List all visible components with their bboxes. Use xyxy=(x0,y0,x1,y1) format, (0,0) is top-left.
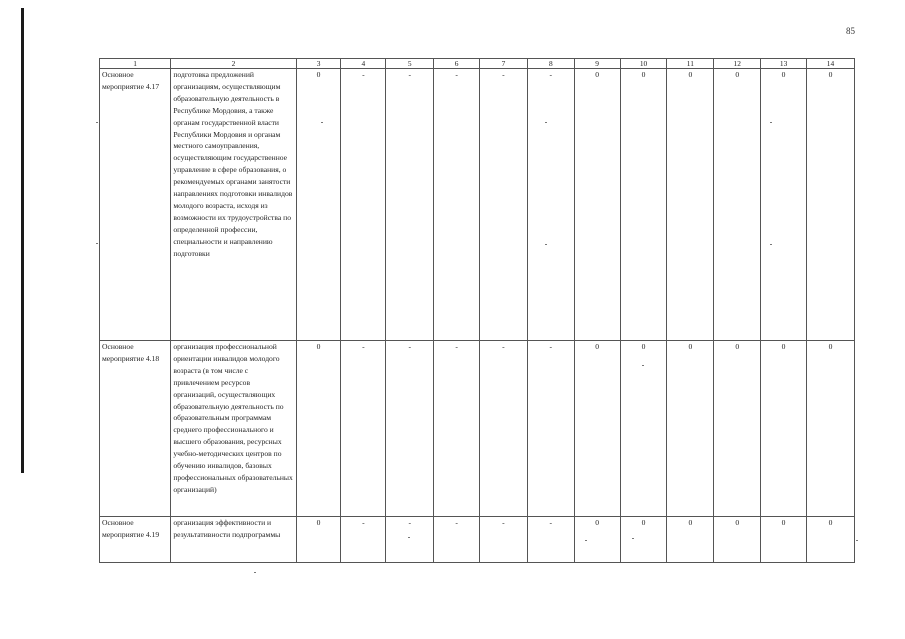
value-cell: - xyxy=(341,69,386,341)
column-header: 3 xyxy=(296,59,341,69)
value-cell: 0 xyxy=(574,69,620,341)
activity-description: организация эффективности и результативности подпрограммы xyxy=(171,517,296,563)
table-row xyxy=(100,517,855,563)
value-cell: 0 xyxy=(807,69,855,341)
value-cell: 0 xyxy=(296,69,341,341)
value-cell: - xyxy=(341,341,386,517)
value-cell: 0 xyxy=(667,69,714,341)
value-cell: 0 xyxy=(620,517,667,563)
value-cell: 0 xyxy=(807,517,855,563)
column-header: 9 xyxy=(574,59,620,69)
scan-speck xyxy=(96,243,98,244)
value-cell: - xyxy=(434,69,480,341)
table-row xyxy=(100,69,855,341)
value-cell: 0 xyxy=(574,517,620,563)
value-cell: 0 xyxy=(761,341,807,517)
value-cell: 0 xyxy=(714,69,761,341)
activities-table xyxy=(99,58,855,563)
column-header: 10 xyxy=(620,59,667,69)
activity-description: подготовка предложений организациям, осуществляющим образовательную деятельность в Республике Мордовия, а также органам государственной власти Республики Мордовия и органам местного самоуправления, осуществляющим государственное управление в сфере образования, о рекомендуемых органами занятости направлениях подготовки инвалидов молодого возраста, исходя из возможности их трудоустройства по определенной профессии, специальности и направлению подготовки xyxy=(171,69,296,341)
column-header: 12 xyxy=(714,59,761,69)
value-cell: - xyxy=(480,69,528,341)
column-header: 14 xyxy=(807,59,855,69)
value-cell: - xyxy=(527,517,574,563)
column-header: 7 xyxy=(480,59,528,69)
column-header: 6 xyxy=(434,59,480,69)
value-cell: 0 xyxy=(296,517,341,563)
activity-description: организация профессиональной ориентации инвалидов молодого возраста (в том числе с привлечением ресурсов организаций, осуществляющих образовательную деятельность по образовательным программам среднего профессионального и высшего образования, ресурсных учебно-методических центров по обучению инвалидов, базовых профессиональных образовательных организаций) xyxy=(171,341,296,517)
column-header: 11 xyxy=(667,59,714,69)
value-cell: 0 xyxy=(714,341,761,517)
value-cell: 0 xyxy=(667,517,714,563)
value-cell: 0 xyxy=(761,517,807,563)
value-cell: 0 xyxy=(296,341,341,517)
value-cell: - xyxy=(386,69,434,341)
value-cell: - xyxy=(386,517,434,563)
scan-speck xyxy=(545,122,547,123)
value-cell: 0 xyxy=(761,69,807,341)
value-cell: - xyxy=(527,69,574,341)
scan-speck xyxy=(408,537,410,538)
value-cell: - xyxy=(341,517,386,563)
column-header: 2 xyxy=(171,59,296,69)
scan-speck xyxy=(96,122,98,123)
value-cell: 0 xyxy=(620,69,667,341)
value-cell: 0 xyxy=(620,341,667,517)
column-header: 8 xyxy=(527,59,574,69)
value-cell: - xyxy=(480,341,528,517)
table-row xyxy=(100,341,855,517)
scan-speck xyxy=(254,572,256,573)
activity-label: Основное мероприятие 4.18 xyxy=(100,341,171,517)
value-cell: - xyxy=(434,341,480,517)
scan-speck xyxy=(770,244,772,245)
column-header: 5 xyxy=(386,59,434,69)
value-cell: 0 xyxy=(574,341,620,517)
value-cell: - xyxy=(434,517,480,563)
value-cell: - xyxy=(527,341,574,517)
column-header: 13 xyxy=(761,59,807,69)
value-cell: - xyxy=(480,517,528,563)
column-header: 1 xyxy=(100,59,171,69)
column-header: 4 xyxy=(341,59,386,69)
scan-edge-bar xyxy=(21,8,24,473)
activity-label: Основное мероприятие 4.19 xyxy=(100,517,171,563)
scan-speck xyxy=(632,538,634,539)
scan-speck xyxy=(642,365,644,366)
scan-speck xyxy=(770,122,772,123)
scan-speck xyxy=(856,540,858,541)
header-row xyxy=(100,59,855,69)
value-cell: 0 xyxy=(807,341,855,517)
value-cell: 0 xyxy=(667,341,714,517)
scan-speck xyxy=(545,244,547,245)
page-number: 85 xyxy=(846,26,855,36)
scan-speck xyxy=(321,122,323,123)
value-cell: 0 xyxy=(714,517,761,563)
scan-speck xyxy=(585,540,587,541)
activity-label: Основное мероприятие 4.17 xyxy=(100,69,171,341)
value-cell: - xyxy=(386,341,434,517)
